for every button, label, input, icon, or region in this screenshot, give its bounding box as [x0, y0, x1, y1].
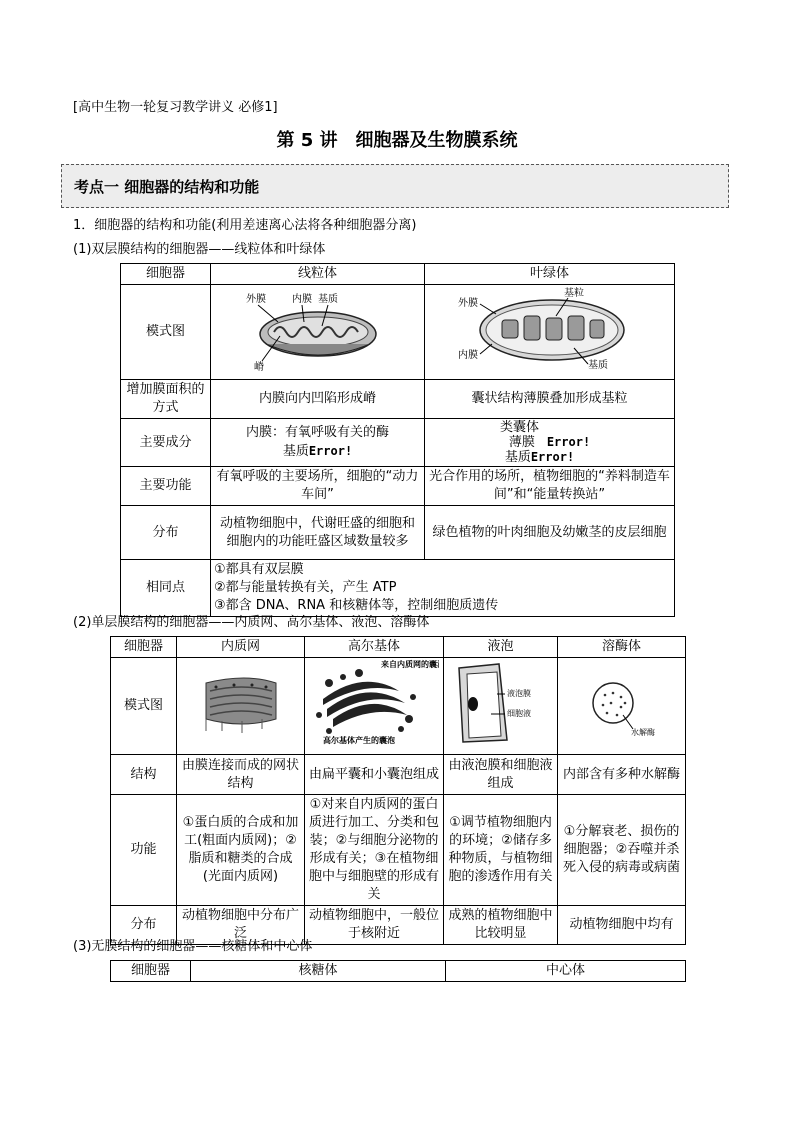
mito-label-outer: 外膜: [245, 294, 266, 305]
table-cell: [211, 560, 675, 617]
text-line: [408, 450, 671, 465]
table-cell: 成熟的植物细胞中比较明显: [444, 906, 558, 945]
vacuole-label-sap: 细胞液: [506, 709, 531, 718]
table-cell: 动植物细胞中，一般位于核附近: [305, 906, 444, 945]
mito-label-crista: 嵴: [253, 362, 264, 372]
table-cell: ①调节植物细胞内的环境；②储存多种物质，与植物细胞的渗透作用有关: [444, 795, 558, 906]
table-cell: 动植物细胞中分布广泛: [177, 906, 305, 945]
header-cell: 细胞器: [121, 264, 211, 285]
table-cell: 动植物细胞中，代谢旺盛的细胞和细胞内的功能旺盛区域数量较多: [211, 506, 425, 560]
header-cell: 核糖体: [191, 961, 446, 982]
vacuole-label-membrane: 液泡膜: [506, 689, 531, 698]
lysosome-diagram-cell: [558, 658, 686, 755]
text-span: 基质: [282, 444, 309, 459]
vacuole-diagram-cell: [444, 658, 558, 755]
golgi-diagram-cell: [305, 658, 444, 755]
table-cell: [425, 419, 675, 467]
header-cell: 内质网: [177, 637, 305, 658]
table-cell: 囊状结构薄膜叠加形成基粒: [425, 380, 675, 419]
mitochondrion-diagram-cell: [211, 285, 425, 380]
header-cell: 叶绿体: [425, 264, 675, 285]
golgi-label-golgi-vesicle: 高尔基体产生的囊泡: [323, 736, 395, 745]
row-label: 相同点: [121, 560, 211, 617]
text-line: ①都具有双层膜: [214, 562, 304, 577]
table-cell: 由膜连接而成的网状结构: [177, 755, 305, 795]
er-diagram-cell: [177, 658, 305, 755]
text-line: [428, 435, 671, 450]
table-cell: ①分解衰老、损伤的细胞器；②吞噬并杀死入侵的病毒或病菌: [558, 795, 686, 906]
error-text: Error!: [546, 435, 591, 449]
table-cell: 动植物细胞中均有: [558, 906, 686, 945]
chloroplast-diagram-cell: [425, 285, 675, 380]
table-cell: 内膜向内凹陷形成嵴: [211, 380, 425, 419]
golgi-label-er-vesicle: 来自内质网的囊泡: [381, 660, 439, 669]
table-cell: 内部含有多种水解酶: [558, 755, 686, 795]
table-cell: 由液泡膜和细胞液组成: [444, 755, 558, 795]
error-text: Error!: [308, 444, 353, 458]
single-membrane-table: [110, 636, 686, 945]
header-cell: 细胞器: [111, 961, 191, 982]
chloro-label-stroma: 基质: [587, 360, 608, 371]
subheading-double-membrane: (1)双层膜结构的细胞器——线粒体和叶绿体: [73, 242, 326, 257]
lysosome-label-enzyme: 水解酶: [630, 728, 655, 737]
header-cell: 中心体: [446, 961, 686, 982]
text-line: ②都与能量转换有关，产生 ATP: [214, 580, 397, 595]
header-cell: 线粒体: [211, 264, 425, 285]
text-line: 内膜：有氧呼吸有关的酶: [245, 425, 389, 440]
mitochondrion-diagram: [218, 286, 418, 372]
row-label: 主要功能: [121, 467, 211, 506]
row-label: 增加膜面积的方式: [121, 380, 211, 419]
text-span: 薄膜: [508, 435, 535, 450]
text-line: ③都含 DNA、RNA 和核糖体等，控制细胞质遗传: [214, 598, 499, 613]
error-text: Error!: [530, 450, 575, 464]
header-note: [高中生物一轮复习教学讲义 必修1]: [73, 100, 278, 115]
row-label: 主要成分: [121, 419, 211, 467]
text-span: 基质: [504, 450, 531, 465]
header-cell: 细胞器: [111, 637, 177, 658]
mito-label-inner: 内膜: [291, 294, 312, 305]
page-title: 第 5 讲 细胞器及生物膜系统: [276, 130, 518, 151]
table-cell: 绿色植物的叶肉细胞及幼嫩茎的皮层细胞: [425, 506, 675, 560]
chloro-label-inner: 内膜: [457, 350, 478, 361]
text-line: [214, 442, 421, 461]
row-label: 分布: [111, 906, 177, 945]
row-label: 模式图: [121, 285, 211, 380]
row-label: 功能: [111, 795, 177, 906]
golgi-diagram: [309, 659, 439, 747]
header-cell: 液泡: [444, 637, 558, 658]
header-cell: 高尔基体: [305, 637, 444, 658]
table-cell: ①对来自内质网的蛋白质进行加工、分类和包装；②与细胞分泌物的形成有关；③在植物细胞中与细胞壁的形成有关: [305, 795, 444, 906]
chloroplast-diagram: [440, 286, 660, 372]
table-cell: 由扁平囊和小囊泡组成: [305, 755, 444, 795]
table-cell: ①蛋白质的合成和加工(粗面内质网)；②脂质和糖类的合成(光面内质网): [177, 795, 305, 906]
er-diagram: [186, 663, 296, 743]
table-cell: 有氧呼吸的主要场所，细胞的“动力车间”: [211, 467, 425, 506]
subheading-no-membrane: (3)无膜结构的细胞器——核糖体和中心体: [73, 939, 313, 954]
no-membrane-table: [110, 960, 686, 982]
chloro-label-outer: 外膜: [457, 298, 478, 309]
row-label: 分布: [121, 506, 211, 560]
vacuole-diagram: [449, 660, 553, 746]
lysosome-diagram: [567, 663, 677, 743]
text-line: 类囊体: [499, 420, 539, 435]
table-cell: 光合作用的场所，植物细胞的“养料制造车间”和“能量转换站”: [425, 467, 675, 506]
chloro-label-granum: 基粒: [563, 288, 584, 299]
row-label: 模式图: [111, 658, 177, 755]
section-heading: [61, 164, 729, 208]
paragraph-1: 1．细胞器的结构和功能(利用差速离心法将各种细胞器分离): [73, 218, 417, 233]
subheading-single-membrane: (2)单层膜结构的细胞器——内质网、高尔基体、液泡、溶酶体: [73, 615, 430, 630]
mito-label-matrix: 基质: [317, 294, 338, 305]
header-cell: 溶酶体: [558, 637, 686, 658]
double-membrane-table: [120, 263, 675, 617]
section-heading-text: 考点一 细胞器的结构和功能: [74, 178, 260, 196]
row-label: 结构: [111, 755, 177, 795]
